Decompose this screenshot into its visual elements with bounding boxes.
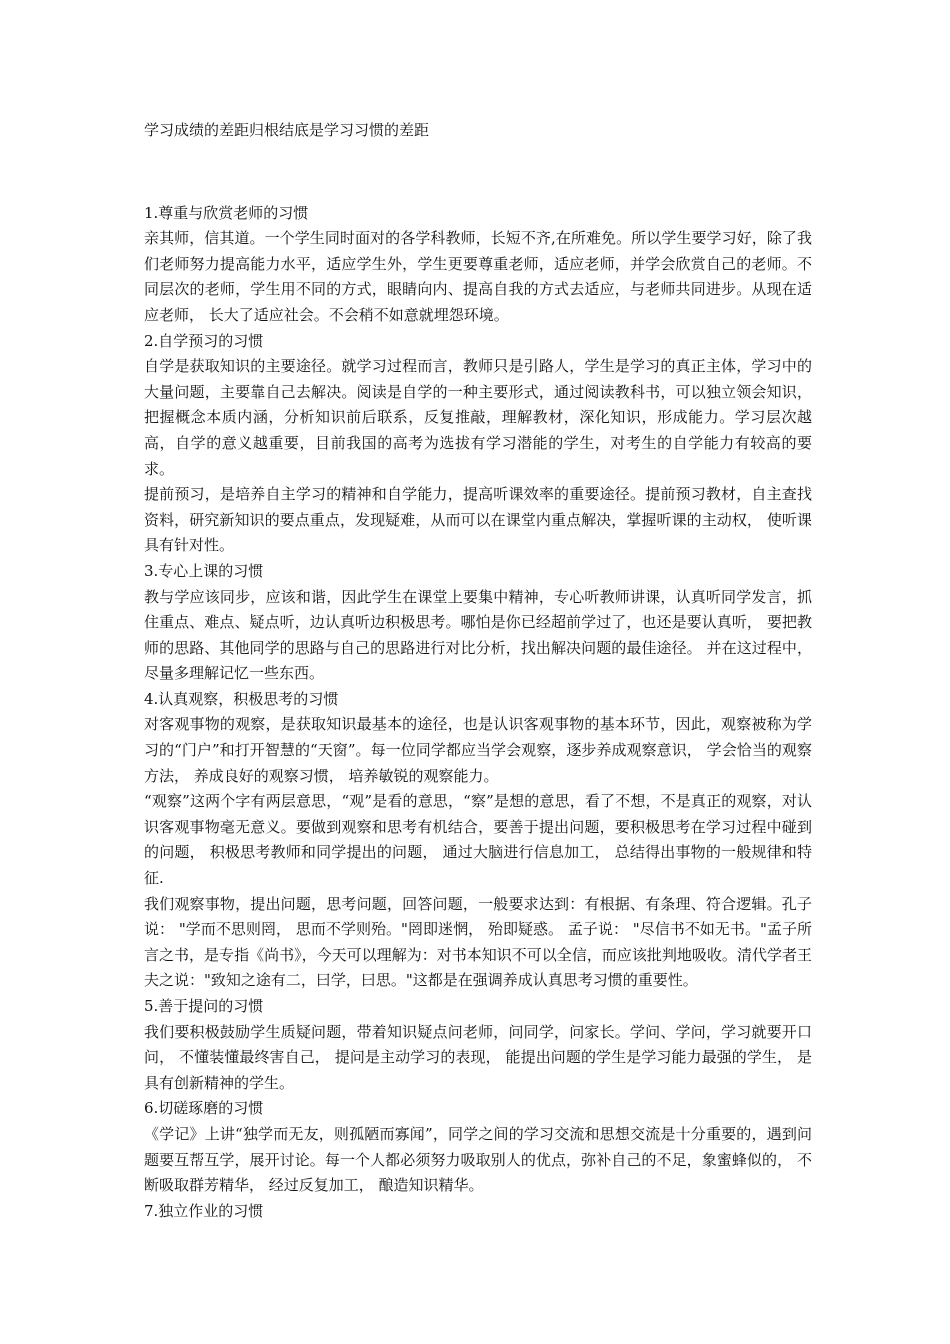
paragraph: 《学记》上讲“独学而无友，则孤陋而寡闻”，同学之间的学习交流和思想交流是十分重要的，遇到问题要互帮互学，展开讨论。每一个人都必须努力吸取别人的优点，弥补自己的不足，象蜜蜂似的， 不断吸取群芳精华， 经过反复加工， 酿造知识精华。: [144, 1124, 812, 1195]
section-4: [144, 687, 812, 994]
paragraph: 对客观事物的观察，是获取知识最基本的途径，也是认识客观事物的基本环节，因此，观察被称为学习的“门户”和打开智慧的“天窗”。每一位同学都应当学会观察，逐步养成观察意识， 学会恰当的观察方法， 养成良好的观察习惯， 培养敏锐的观察能力。: [144, 715, 812, 785]
section-heading: 2.自学预习的习惯: [144, 331, 264, 350]
section-7: [144, 1199, 812, 1225]
paragraph: 我们要积极鼓励学生质疑问题，带着知识疑点问老师，问同学，问家长。学问、学问，学习就要开口问， 不懂装懂最终害自己， 提问是主动学习的表现， 能提出问题的学生是学习能力最强的学生， 是具有创新精神的学生。: [144, 1022, 812, 1092]
section-6: [144, 1096, 812, 1198]
paragraph: “观察”这两个字有两层意思，“观”是看的意思，“察”是想的意思，看了不想，不是真正的观察，对认识客观事物毫无意义。要做到观察和思考有机结合，要善于提出问题，要积极思考在学习过程中碰到的问题， 积极思考教师和同学提出的问题， 通过大脑进行信息加工， 总结得出事物的一般规律和特征.: [144, 792, 812, 888]
title-spacer: [144, 144, 812, 201]
section-heading: 1.尊重与欣赏老师的习惯: [144, 203, 309, 222]
section-heading: 7.独立作业的习惯: [144, 1201, 264, 1220]
section-heading: 6.切磋琢磨的习惯: [144, 1099, 264, 1118]
section-1: [144, 201, 812, 329]
paragraph: 我们观察事物，提出问题，思考问题，回答问题，一般要求达到：有根据、有条理、符合逻辑。孔子说： "学而不思则罔， 思而不学则殆。"罔即迷惘， 殆即疑惑。 孟子说： "尽信书不如无书。"孟子所言之书，是专指《尚书》，今天可以理解为：对书本知识不可以全信，而应该批判地吸收。清代学者王夫之说："致知之途有二，曰学，曰思。"这都是在强调养成认真思考习惯的重要性。: [144, 894, 812, 990]
document-title: 学习成绩的差距归根结底是学习习惯的差距: [144, 121, 430, 139]
document-page: [144, 118, 812, 1224]
paragraph: 亲其师，信其道。一个学生同时面对的各学科教师，长短不齐,在所难免。所以学生要学习好，除了我们老师努力提高能力水平，适应学生外，学生更要尊重老师，适应老师，并学会欣赏自己的老师。不同层次的老师，学生用不同的方式，眼睛向内、提高自我的方式去适应，与老师共同进步。从现在适应老师， 长大了适应社会。不会稍不如意就埋怨环境。: [144, 229, 812, 324]
section-2: [144, 329, 812, 559]
section-heading: 3.专心上课的习惯: [144, 561, 264, 580]
section-3: [144, 559, 812, 687]
section-heading: 4.认真观察，积极思考的习惯: [144, 689, 339, 708]
section-heading: 5.善于提问的习惯: [144, 997, 264, 1015]
paragraph: 自学是获取知识的主要途径。就学习过程而言，教师只是引路人，学生是学习的真正主体，学习中的大量问题，主要靠自己去解决。阅读是自学的一种主要形式，通过阅读教科书，可以独立领会知识，把握概念本质内涵，分析知识前后联系，反复推敲，理解教材，深化知识，形成能力。学习层次越高，自学的意义越重要，目前我国的高考为选拔有学习潜能的学生，对考生的自学能力有较高的要求。: [144, 357, 812, 478]
paragraph: 教与学应该同步，应该和谐，因此学生在课堂上要集中精神，专心听教师讲课，认真听同学发言，抓住重点、难点、疑点听，边认真听边积极思考。哪怕是你已经超前学过了，也还是要认真听， 要把教师的思路、其他同学的思路与自己的思路进行对比分析，找出解决问题的最佳途径。 并在这过程中， 尽量多理解记忆一些东西。: [144, 587, 812, 683]
section-5: [144, 994, 812, 1096]
paragraph: 提前预习，是培养自主学习的精神和自学能力，提高听课效率的重要途径。提前预习教材，自主查找资料，研究新知识的要点重点，发现疑难，从而可以在课堂内重点解决，掌握听课的主动权， 使听课具有针对性。: [144, 485, 812, 555]
